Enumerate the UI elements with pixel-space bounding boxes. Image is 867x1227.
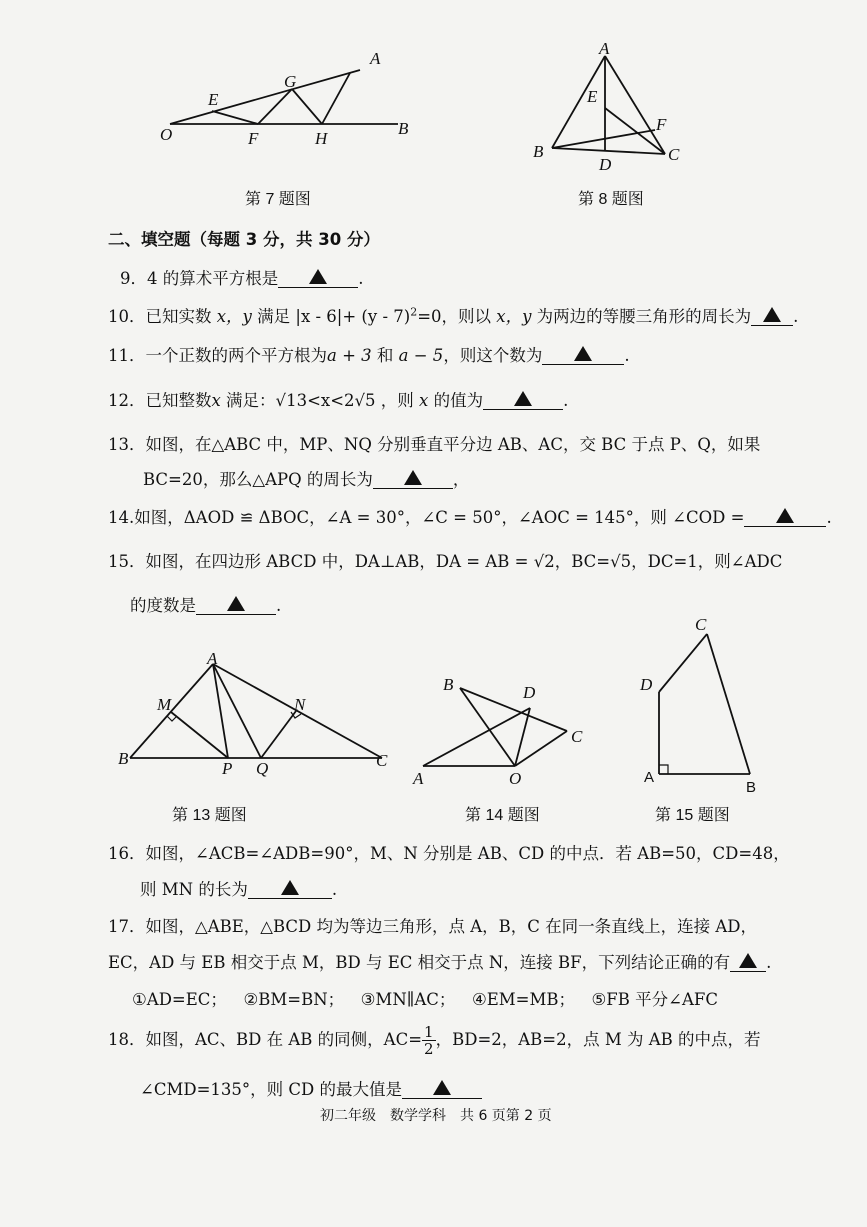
fig15-label-c: C — [695, 615, 707, 634]
question-15-line1 — [108, 548, 782, 572]
q10-answer-blank[interactable] — [751, 307, 793, 326]
q9-answer-blank[interactable] — [278, 269, 358, 288]
fig8-label-b: B — [533, 142, 544, 161]
q16-answer-blank[interactable] — [248, 880, 332, 899]
q14-answer-blank[interactable] — [744, 508, 826, 527]
q17-line1: 如图，△ABE，△BCD 均为等边三角形，点 A，B，C 在同一条直线上，连接 AD， — [145, 917, 758, 936]
q16-number: 16． — [108, 844, 146, 863]
question-10 — [108, 303, 798, 327]
fig15-label-a: A — [644, 769, 655, 786]
q9-end: . — [358, 269, 364, 288]
q13-number: 13． — [108, 435, 146, 454]
fig7-label-b: B — [398, 119, 409, 138]
fig14-label-d: D — [523, 683, 536, 702]
answer-triangle-icon — [227, 596, 245, 611]
fig13-label-n: N — [294, 695, 306, 714]
q10-number: 10． — [108, 307, 146, 326]
q17-option-1: ①AD=EC； — [132, 990, 227, 1009]
question-17-line1 — [108, 913, 757, 937]
q17-line2: EC，AD 与 EB 相交于点 M，BD 与 EC 相交于点 N，连接 BF，下列结论正确的有 — [108, 953, 731, 972]
q11-text: 一个正数的两个平方根为 — [145, 346, 327, 365]
question-12 — [108, 387, 568, 411]
q11-and: 和 — [371, 346, 399, 365]
q16-end: . — [331, 880, 338, 899]
figure-15-diagram — [630, 612, 780, 802]
q17-option-4: ④EM=MB； — [471, 990, 576, 1009]
fig14-label-b: B — [443, 675, 454, 694]
answer-triangle-icon — [763, 307, 781, 322]
page-footer: 初二年级 数学学科 共 6 页第 2 页 — [320, 1108, 552, 1124]
q10-vars: x，y — [216, 307, 252, 326]
q17-end: . — [766, 953, 772, 972]
q17-option-3: ③MN∥AC； — [360, 990, 456, 1009]
q15-line1: 如图，在四边形 ABCD 中，DA⊥AB，DA = AB = √2，BC=√5，DC=1，则∠ADC — [145, 552, 783, 571]
figure-14 — [405, 668, 595, 788]
q18-fraction-numerator: 1 — [424, 1023, 434, 1041]
fig8-label-a: A — [599, 39, 610, 58]
fig7-label-g: G — [284, 72, 297, 91]
q12-end: . — [563, 391, 569, 410]
q18-fraction-denominator: 2 — [424, 1040, 434, 1058]
q18-line2: ∠CMD=135°，则 CD 的最大值是 — [140, 1080, 402, 1099]
question-17-options — [132, 986, 718, 1010]
q12-var2: x — [419, 391, 429, 410]
q10-post: 为两边的等腰三角形的周长为 — [531, 307, 752, 326]
figure-8 — [525, 38, 695, 178]
q16-line1: 如图，∠ACB=∠ADB=90°，M、N 分别是 AB、CD 的中点．若 AB=50，CD=48， — [145, 844, 790, 863]
q12-post: 的值为 — [428, 391, 484, 410]
q15-number: 15． — [108, 552, 146, 571]
q10-exponent: 2 — [410, 305, 418, 319]
answer-triangle-icon — [404, 470, 422, 485]
question-13-line2 — [143, 466, 469, 490]
q10-end: . — [793, 307, 799, 326]
q14-number: 14. — [108, 508, 135, 527]
q15-line2: 的度数是 — [130, 596, 196, 615]
section-title: 二、填空题（每题 3 分，共 30 分） — [108, 230, 380, 249]
q11-post: ，则这个数为 — [443, 346, 543, 365]
q18-post: ，BD=2，AB=2，点 M 为 AB 的中点，若 — [435, 1030, 761, 1049]
q12-number: 12． — [108, 391, 146, 410]
fig7-label-h: H — [315, 129, 328, 148]
fig14-label-a: A — [413, 769, 424, 788]
figure-13 — [110, 648, 400, 778]
fig13-label-b: B — [118, 749, 129, 768]
figure-14-caption: 第 14 题图 — [465, 807, 540, 824]
question-17-line2 — [108, 949, 771, 973]
answer-triangle-icon — [514, 391, 532, 406]
q11-root2: a − 5 — [398, 346, 444, 365]
fig13-label-q: Q — [256, 759, 269, 778]
q17-number: 17． — [108, 917, 146, 936]
question-18-line2 — [140, 1076, 482, 1100]
figure-15-caption: 第 15 题图 — [655, 807, 730, 824]
fig15-label-d: D — [640, 675, 653, 694]
q10-vars2: x，y — [496, 307, 532, 326]
question-9 — [120, 265, 364, 289]
q16-line2: 则 MN 的长为 — [140, 880, 248, 899]
figure-14-diagram — [405, 668, 595, 788]
figure-13-diagram — [110, 648, 400, 778]
q11-number: 11． — [108, 346, 146, 365]
q13-line1: 如图，在△ABC 中，MP、NQ 分别垂直平分边 AB、AC，交 BC 于点 P、Q，如果 — [145, 435, 761, 454]
fig8-label-f: F — [656, 115, 667, 134]
q12-condition: 满足：√13<x<2√5 ，则 — [220, 391, 420, 410]
q10-pre: 已知实数 — [145, 307, 217, 326]
q12-text: 已知整数 — [145, 391, 212, 410]
figure-8-caption: 第 8 题图 — [578, 191, 644, 208]
fig15-label-b: B — [746, 779, 757, 796]
q9-number: 9． — [120, 269, 147, 288]
fig14-label-c: C — [571, 727, 583, 746]
q11-root1: a + 3 — [327, 346, 372, 365]
fig8-label-c: C — [668, 145, 680, 164]
q12-answer-blank[interactable] — [483, 391, 563, 410]
answer-triangle-icon — [433, 1080, 451, 1095]
figure-8-diagram — [525, 38, 695, 178]
answer-triangle-icon — [574, 346, 592, 361]
q13-line2: BC=20，那么△APQ 的周长为 — [143, 470, 373, 489]
fig7-label-e: E — [208, 90, 219, 109]
q18-number: 18． — [108, 1030, 146, 1049]
fig13-label-a: A — [207, 649, 218, 668]
answer-triangle-icon — [776, 508, 794, 523]
figure-7 — [150, 40, 420, 160]
fig13-label-c: C — [376, 751, 388, 770]
question-14 — [108, 504, 832, 528]
figure-15 — [630, 612, 780, 802]
q14-end: . — [826, 508, 832, 527]
fig13-label-m: M — [157, 695, 172, 714]
fig7-label-o: O — [160, 125, 173, 144]
figure-7-caption: 第 7 题图 — [245, 191, 311, 208]
q15-answer-blank[interactable] — [196, 596, 276, 615]
q13-answer-blank[interactable] — [373, 470, 453, 489]
figure-7-diagram — [150, 40, 420, 160]
q14-text: 如图，ΔAOD ≌ ΔBOC，∠A = 30°，∠C = 50°，∠AOC = 145°，则 ∠COD = — [134, 508, 745, 527]
figure-13-caption: 第 13 题图 — [172, 807, 247, 824]
fig7-label-a: A — [370, 49, 381, 68]
q11-end: . — [624, 346, 630, 365]
fig14-label-o: O — [509, 769, 522, 788]
q17-option-2: ②BM=BN； — [243, 990, 345, 1009]
question-16-line1 — [108, 840, 790, 864]
q12-var: x — [211, 391, 221, 410]
q18-answer-blank[interactable] — [402, 1080, 482, 1099]
question-16-line2 — [140, 876, 337, 900]
question-18-line1 — [108, 1024, 761, 1057]
q9-text: 4 的算术平方根是 — [147, 269, 279, 288]
q10-text3: =0，则以 — [417, 307, 497, 326]
question-11 — [108, 342, 630, 366]
question-13-line1 — [108, 431, 760, 455]
q10-condition: 满足 |x - 6|+ (y - 7) — [251, 307, 411, 326]
question-15-line2 — [130, 592, 281, 616]
q13-end: ， — [452, 470, 470, 489]
q17-option-5: ⑤FB 平分∠AFC — [591, 990, 718, 1009]
q18-fraction — [422, 1024, 436, 1057]
q11-answer-blank[interactable] — [542, 346, 624, 365]
fig7-label-f: F — [248, 129, 259, 148]
answer-triangle-icon — [309, 269, 327, 284]
answer-triangle-icon — [281, 880, 299, 895]
q15-end: . — [276, 596, 282, 615]
fig13-label-p: P — [222, 759, 233, 778]
answer-triangle-icon — [739, 953, 757, 968]
fig8-label-d: D — [599, 155, 612, 174]
q18-pre: 如图，AC、BD 在 AB 的同侧，AC= — [145, 1030, 423, 1049]
fig8-label-e: E — [587, 87, 598, 106]
q17-answer-blank[interactable] — [730, 953, 766, 972]
